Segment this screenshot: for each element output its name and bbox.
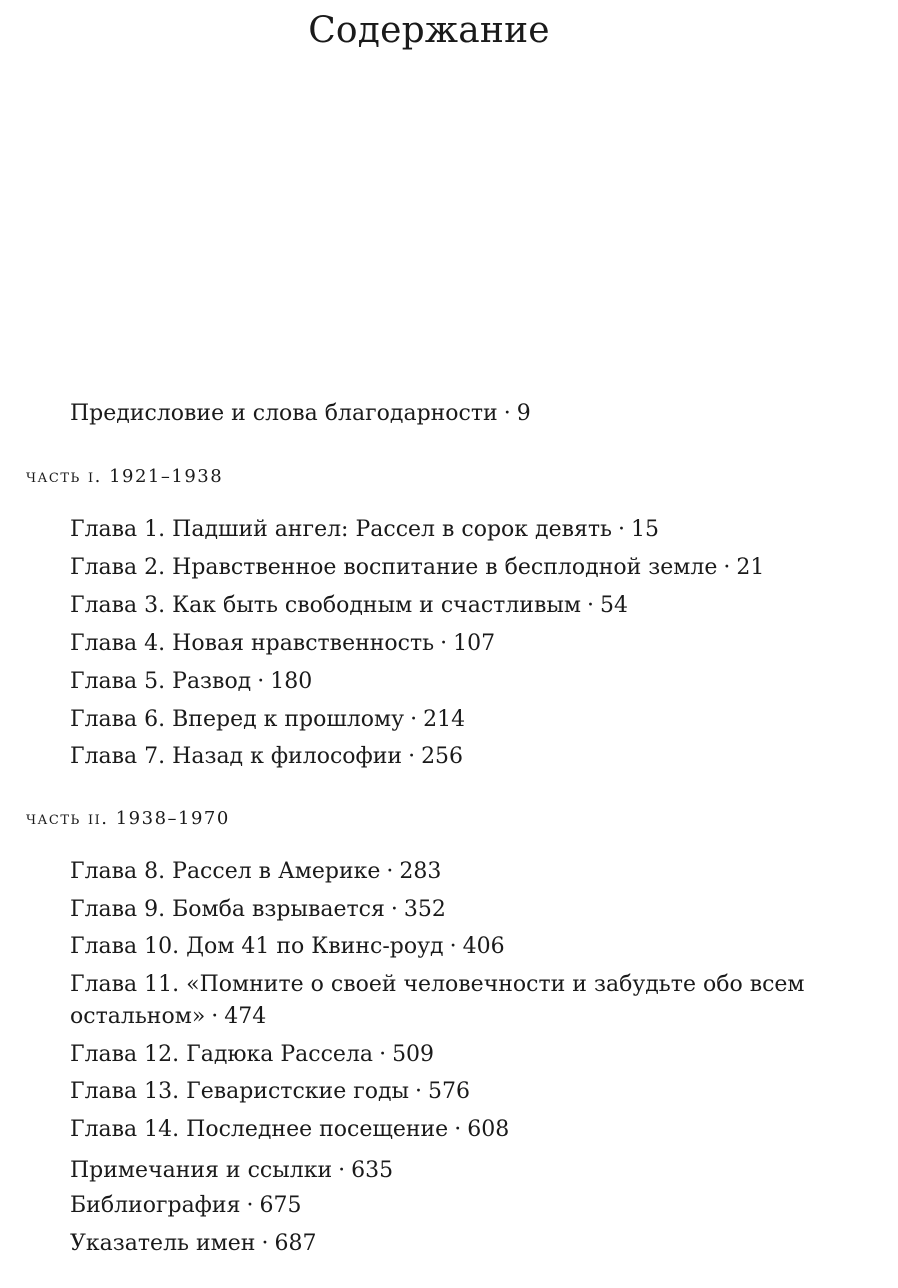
toc-separator: · (449, 934, 457, 959)
toc-entry-notes (70, 1155, 393, 1187)
toc-entry-label: Глава 3. Как быть свободным и счастливым (70, 593, 581, 618)
toc-page-number: 406 (462, 934, 505, 959)
toc-separator: · (386, 859, 394, 884)
toc-page-number: 283 (399, 859, 442, 884)
toc-page-number: 635 (351, 1158, 394, 1183)
toc-entry-label: Глава 10. Дом 41 по Квинс-роуд (70, 934, 444, 959)
toc-entry-label: Библиография (70, 1193, 241, 1218)
toc-entry-chapter-4 (70, 628, 495, 660)
toc-page-number: 15 (631, 517, 660, 542)
toc-entry-label: Глава 9. Бомба взрывается (70, 897, 385, 922)
toc-separator: · (454, 1117, 462, 1142)
toc-page-number: 107 (453, 631, 496, 656)
toc-entry-preface (70, 398, 531, 430)
toc-separator: · (503, 401, 511, 426)
toc-page-number: 675 (259, 1193, 302, 1218)
toc-entry-chapter-5 (70, 666, 312, 698)
page-title: Содержание (308, 10, 550, 51)
toc-entry-label: Глава 14. Последнее посещение (70, 1117, 449, 1142)
toc-entry-chapter-11 (70, 969, 830, 1033)
toc-entry-chapter-6 (70, 704, 465, 736)
toc-entry-label: Глава 5. Развод (70, 669, 252, 694)
toc-separator: · (390, 897, 398, 922)
toc-separator: · (379, 1042, 387, 1067)
toc-entry-label: Глава 2. Нравственное воспитание в бесплодной земле (70, 555, 718, 580)
toc-entry-label: Глава 4. Новая нравственность (70, 631, 435, 656)
toc-page-number: 352 (403, 897, 446, 922)
toc-separator: · (261, 1231, 269, 1256)
toc-entry-label: Глава 1. Падший ангел: Рассел в сорок девять (70, 517, 613, 542)
toc-entry-chapter-7 (70, 741, 463, 773)
toc-entry-label: Указатель имен (70, 1231, 256, 1256)
toc-entry-chapter-14 (70, 1114, 509, 1146)
toc-page-number: 180 (270, 669, 313, 694)
toc-page-number: 474 (224, 1004, 267, 1029)
toc-separator: · (246, 1193, 254, 1218)
toc-entry-bibliography (70, 1190, 301, 1222)
toc-entry-chapter-10 (70, 931, 505, 963)
toc-page-number: 214 (423, 707, 466, 732)
toc-entry-chapter-2 (70, 552, 764, 584)
toc-separator: · (257, 669, 265, 694)
toc-separator: · (586, 593, 594, 618)
toc-entry-chapter-3 (70, 590, 628, 622)
toc-separator: · (723, 555, 731, 580)
toc-entry-label: Глава 13. Геваристские годы (70, 1079, 410, 1104)
part-heading-2: часть ii. 1938–1970 (26, 808, 230, 829)
toc-entry-label: Глава 12. Гадюка Рассела (70, 1042, 374, 1067)
toc-entry-label: Глава 11. «Помните о своей человечности и забудьте обо всем остальном» (70, 972, 805, 1029)
toc-entry-chapter-9 (70, 894, 446, 926)
toc-separator: · (440, 631, 448, 656)
toc-entry-chapter-13 (70, 1076, 470, 1108)
toc-page-number: 576 (428, 1079, 471, 1104)
toc-entry-label: Примечания и ссылки (70, 1158, 333, 1183)
toc-entry-index (70, 1228, 316, 1260)
toc-separator: · (410, 707, 418, 732)
toc-page-number: 256 (421, 744, 464, 769)
toc-page-number: 9 (516, 401, 531, 426)
toc-page-number: 54 (599, 593, 628, 618)
toc-entry-chapter-8 (70, 856, 441, 888)
toc-separator: · (408, 744, 416, 769)
toc-separator: · (415, 1079, 423, 1104)
toc-page-number: 21 (736, 555, 765, 580)
part-heading-1: часть i. 1921–1938 (26, 466, 224, 487)
toc-page-number: 687 (274, 1231, 317, 1256)
toc-entry-label: Глава 8. Рассел в Америке (70, 859, 381, 884)
toc-entry-chapter-12 (70, 1039, 434, 1071)
toc-entry-label: Глава 6. Вперед к прошлому (70, 707, 405, 732)
toc-page-number: 509 (392, 1042, 435, 1067)
toc-entry-chapter-1 (70, 514, 659, 546)
toc-separator: · (211, 1004, 219, 1029)
toc-page-number: 608 (467, 1117, 510, 1142)
toc-separator: · (338, 1158, 346, 1183)
toc-separator: · (618, 517, 626, 542)
toc-entry-label: Глава 7. Назад к философии (70, 744, 403, 769)
toc-entry-label: Предисловие и слова благодарности (70, 401, 498, 426)
